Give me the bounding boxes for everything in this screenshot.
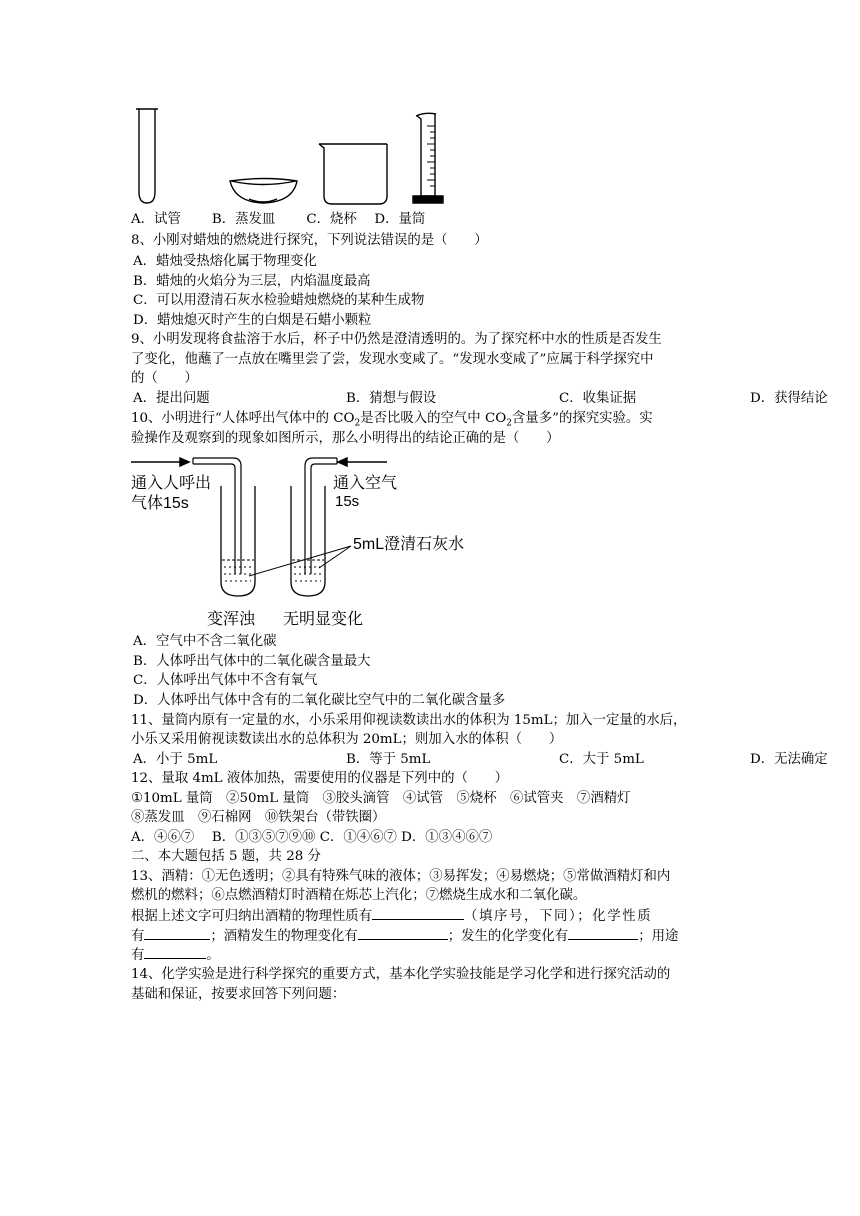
q13-fill-note: （填序号，下同）；化学性质 [464, 909, 653, 924]
co2-subscript: 2 [354, 418, 361, 429]
q9-option-d: D．获得结论 [750, 391, 828, 406]
q14-line-1: 14、化学实验是进行科学探究的重要方式，基本化学实验技能是学习化学和进行探究活动的 [131, 967, 671, 982]
q9-option-b: B．猜想与假设 [346, 391, 437, 406]
q13-line-1: 13、酒精：①无色透明；②具有特殊气味的液体；③易挥发；④易燃烧；⑤常做酒精灯和内 [131, 869, 671, 884]
chemical-change-blank[interactable] [568, 927, 638, 940]
q13-line-2: 燃机的燃料；⑥点燃酒精灯时酒精在烁芯上汽化；⑦燃烧生成水和二氧化碳。 [131, 888, 587, 903]
right-result-label: 无明显变化 [283, 611, 364, 628]
q10-line-2: 验操作及观察到的现象如图所示，那么小明得出的结论正确的是（ ） [131, 431, 560, 446]
q10-line-1-pre: 10、小明进行“人体呼出气体中的 CO [131, 411, 355, 426]
q10-option-d: D．人体呼出气体中含有的二氧化碳比空气中的二氧化碳含量多 [133, 693, 506, 708]
q13-chemical-prompt: 有 [131, 929, 145, 944]
left-test-tube [221, 486, 255, 596]
right-arrow-icon [338, 458, 387, 466]
q13-physical-prompt: 根据上述文字可归纳出酒精的物理性质有 [131, 909, 373, 924]
q12-options: A．④⑥⑦ B．①③⑤⑦⑨⑩ C．①④⑥⑦ D．①③④⑥⑦ [131, 830, 493, 845]
left-liquid [222, 560, 254, 581]
q11-line-2: 小乐又采用俯视读数读出水的总体积为 20mL；则加入水的体积（ ） [131, 732, 563, 747]
left-result-label: 变浑浊 [207, 611, 256, 628]
physical-change-blank[interactable] [358, 927, 448, 940]
q8-option-d: D．蜡烛熄灭时产生的白烟是石蜡小颗粒 [133, 313, 372, 328]
right-test-tube [291, 486, 325, 596]
solution-pointer-lines [249, 546, 351, 576]
test-tube-icon [136, 109, 158, 203]
q8-option-b: B．蜡烛的火焰分为三层，内焰温度最高 [133, 274, 371, 289]
q10-line-1-post: 含量多”的探究实验。实 [511, 411, 653, 426]
q11-option-c: C．大于 5mL [559, 752, 644, 767]
exhaled-air-experiment-figure [125, 450, 485, 630]
graduated-cylinder-icon [413, 113, 443, 203]
q11-line-1: 11、量筒内原有一定量的水，小乐采用仰视读数读出水的体积为 15mL；加入一定量的水后， [131, 713, 687, 728]
q12-stem: 12、量取 4mL 液体加热，需要使用的仪器是下列中的（ ） [131, 771, 509, 786]
physical-property-blank[interactable] [372, 907, 464, 920]
q10-option-c: C．人体呼出气体中不含有氧气 [133, 673, 318, 688]
apparatus-figure [125, 106, 455, 210]
q13-use-prompt: ；用途 [638, 929, 679, 944]
q9-option-a: A．提出问题 [133, 391, 210, 406]
q12-instruments-1: ①10mL 量筒 ②50mL 量筒 ③胶头滴管 ④试管 ⑤烧杯 ⑥试管夹 ⑦酒精灯 [131, 791, 631, 806]
q11-option-b: B．等于 5mL [346, 752, 431, 767]
right-gas-label-1: 通入空气 [333, 475, 398, 492]
q12-instruments-2: ⑧蒸发皿 ⑨石棉网 ⑩铁架台（带铁圈） [131, 810, 386, 825]
q9-line-3: 的（ ） [131, 371, 198, 386]
q13-physical-change-prompt: ；酒精发生的物理变化有 [210, 929, 358, 944]
q11-option-d: D．无法确定 [750, 752, 828, 767]
q8-option-c: C．可以用澄清石灰水检验蜡烛燃烧的某种生成物 [133, 293, 425, 308]
co2-subscript: 2 [506, 418, 512, 429]
q9-line-2: 了变化，他蘸了一点放在嘴里尝了尝，发现水变咸了。“发现水变咸了”应属于科学探究中 [131, 352, 654, 367]
q13-period: 。 [206, 948, 220, 963]
q9-line-1: 9、小明发现将食盐溶于水后，杯子中仍然是澄清透明的。为了探究杯中水的性质是否发生 [131, 332, 662, 347]
left-gas-label-1: 通入人呼出 [131, 475, 212, 492]
chemical-property-blank[interactable] [144, 927, 210, 940]
right-gas-label-2: 15s [335, 493, 360, 510]
apparatus-captions: A．试管 B．蒸发皿 C．烧杯 D．量筒 [131, 212, 426, 227]
limewater-label: 5mL澄清石灰水 [353, 536, 465, 553]
q10-option-a: A．空气中不含二氧化碳 [133, 634, 277, 649]
q9-option-c: C．收集证据 [559, 391, 637, 406]
right-liquid [292, 560, 324, 581]
q13-use-prompt-cont: 有 [131, 948, 145, 963]
evaporating-dish-icon [230, 179, 297, 204]
q13-line-4 [131, 927, 678, 945]
q8-option-a: A．蜡烛受热熔化属于物理变化 [133, 254, 317, 269]
left-arrow-icon [131, 458, 189, 466]
beaker-icon [319, 144, 387, 204]
q11-option-a: A．小于 5mL [133, 752, 218, 767]
q13-line-5 [131, 946, 220, 964]
q10-option-b: B．人体呼出气体中的二氧化碳含量最大 [133, 654, 371, 669]
q10-line-1-mid: 是否比吸入的空气中 CO [360, 411, 507, 426]
use-blank[interactable] [144, 946, 206, 959]
section-2-heading: 二、本大题包括 5 题，共 28 分 [131, 849, 321, 864]
left-gas-label-2: 气体15s [131, 495, 189, 512]
q14-line-2: 基础和保证，按要求回答下列问题： [131, 987, 346, 1002]
q13-line-3 [131, 907, 652, 925]
q8-stem: 8、小刚对蜡烛的燃烧进行探究，下列说法错误的是（ ） [131, 233, 488, 248]
q13-chemical-change-prompt: ；发生的化学变化有 [447, 929, 569, 944]
